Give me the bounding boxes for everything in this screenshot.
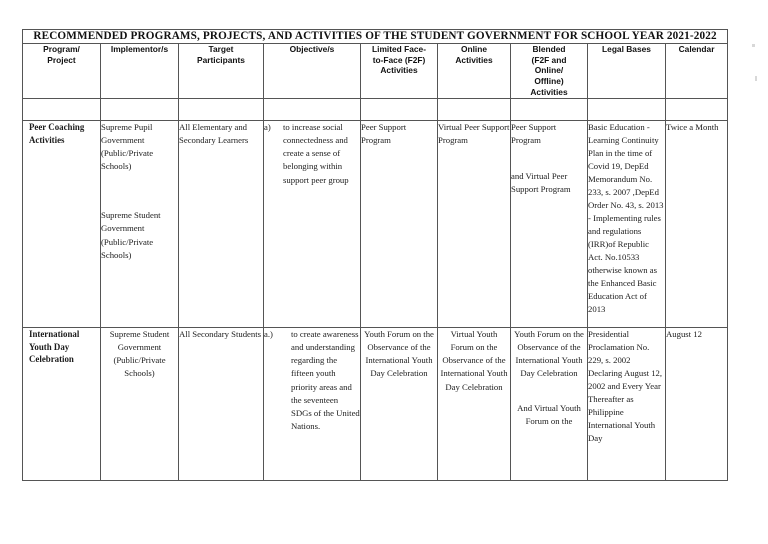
header-line: Calendar [678,43,715,54]
programs-table [22,29,728,481]
cell-blended-activities [511,120,588,327]
spacer-cell [361,98,438,120]
cell-f2f-activities: Peer Support Program [361,120,438,327]
cell-target-participants: All Secondary Students [179,327,264,480]
blended-entry: and Virtual Peer Support Program [511,170,571,194]
column-header-calendar [666,43,728,98]
spacer-cell [438,98,511,120]
cell-implementor: Supreme Student Government (Public/Private Schools) [101,327,179,480]
header-line: Offline) [534,76,564,87]
spacer-cell [264,98,361,120]
column-header-online-activities [438,43,511,98]
header-line: Online [460,43,488,54]
objective-list [264,121,360,187]
cell-online-activities: Virtual Youth Forum on the Observance of the International Youth Day Celebration [438,327,511,480]
document-title: RECOMMENDED PROGRAMS, PROJECTS, AND ACTIVITIES OF THE STUDENT GOVERNMENT FOR SCHOOL YEAR 2021-2022 [23,30,728,44]
header-line: (F2F and [531,54,567,65]
blended-entry: Peer Support Program [511,121,557,145]
spacer-cell [179,98,264,120]
implementor-entry: Supreme Student Government (Public/Private Schools) [101,210,161,260]
column-header-legal-bases [588,43,666,98]
cell-blended-activities [511,327,588,480]
column-header-program [23,43,101,98]
header-line: Objective/s [289,43,335,54]
cell-calendar: Twice a Month [666,120,728,327]
header-line: Legal Bases [602,43,651,54]
cell-target-participants: All Elementary and Secondary Learners [179,120,264,327]
table-header-row [23,43,728,98]
header-line: Participants [197,54,245,65]
header-line: Implementor/s [110,43,169,54]
cell-program: International Youth Day Celebration [23,327,101,480]
column-header-f2f-activities [361,43,438,98]
objective-item [264,121,360,187]
cell-online-activities: Virtual Peer Support Program [438,120,511,327]
cell-implementor [101,120,179,327]
objective-text: to create awareness and understanding regarding the fifteen youth priority areas and the seventeen SDGs of the United Nations. [291,328,360,432]
column-header-implementor [101,43,179,98]
spacer-cell [101,98,179,120]
column-header-blended-activities [511,43,588,98]
spacer-cell [666,98,728,120]
table-spacer-row [23,98,728,120]
blended-entry: Youth Forum on the Observance of the International Youth Day Celebration [514,328,584,379]
cell-objectives [264,120,361,327]
blended-entry: And Virtual Youth Forum on the [517,403,581,427]
column-header-objectives [264,43,361,98]
objective-text: to increase social connectedness and create a sense of belonging within support peer group [283,121,349,185]
header-line: Blended [532,43,566,54]
header-line: Target [208,43,234,54]
header-line: Activities [455,54,493,65]
header-line: Project [47,54,76,65]
header-line: Program/ [43,43,80,54]
cell-legal-bases: Presidential Proclamation No. 229, s. 2002 Declaring August 12, 2002 and Every Year Thereafter as Philippine International Youth Day [588,327,666,480]
objective-list [264,328,360,434]
scan-artifact [752,44,755,47]
objective-item [264,328,360,434]
spacer-cell [23,98,101,120]
header-line: Activities [530,86,568,97]
implementor-entry: Supreme Pupil Government (Public/Private Schools) [101,121,154,172]
table-title-row [23,30,728,44]
spacer-cell [511,98,588,120]
cell-legal-bases: Basic Education - Learning Continuity Plan in the time of Covid 19, DepEd Memorandum No. 233, s. 2007 ,DepEd Order No. 43, s. 2013 - Implementing rules and regulations (IRR)of Republic Act. No.10533 otherwise known as the Enhanced Basic Education Act of 2013 [588,120,666,327]
table-row [23,120,728,327]
header-line: Activities [380,65,418,76]
table-row [23,327,728,480]
header-line: Online/ [534,65,564,76]
cell-f2f-activities: Youth Forum on the Observance of the International Youth Day Celebration [361,327,438,480]
cell-objectives [264,327,361,480]
scan-artifact [755,76,757,81]
spacer-cell [588,98,666,120]
cell-program: Peer Coaching Activities [23,120,101,327]
header-line: Limited Face- [372,43,426,54]
cell-calendar: August 12 [666,327,728,480]
objective-marker: a.) [264,328,273,339]
column-header-target-participants [179,43,264,98]
objective-marker: a) [264,121,271,132]
header-line: to-Face (F2F) [372,54,426,65]
